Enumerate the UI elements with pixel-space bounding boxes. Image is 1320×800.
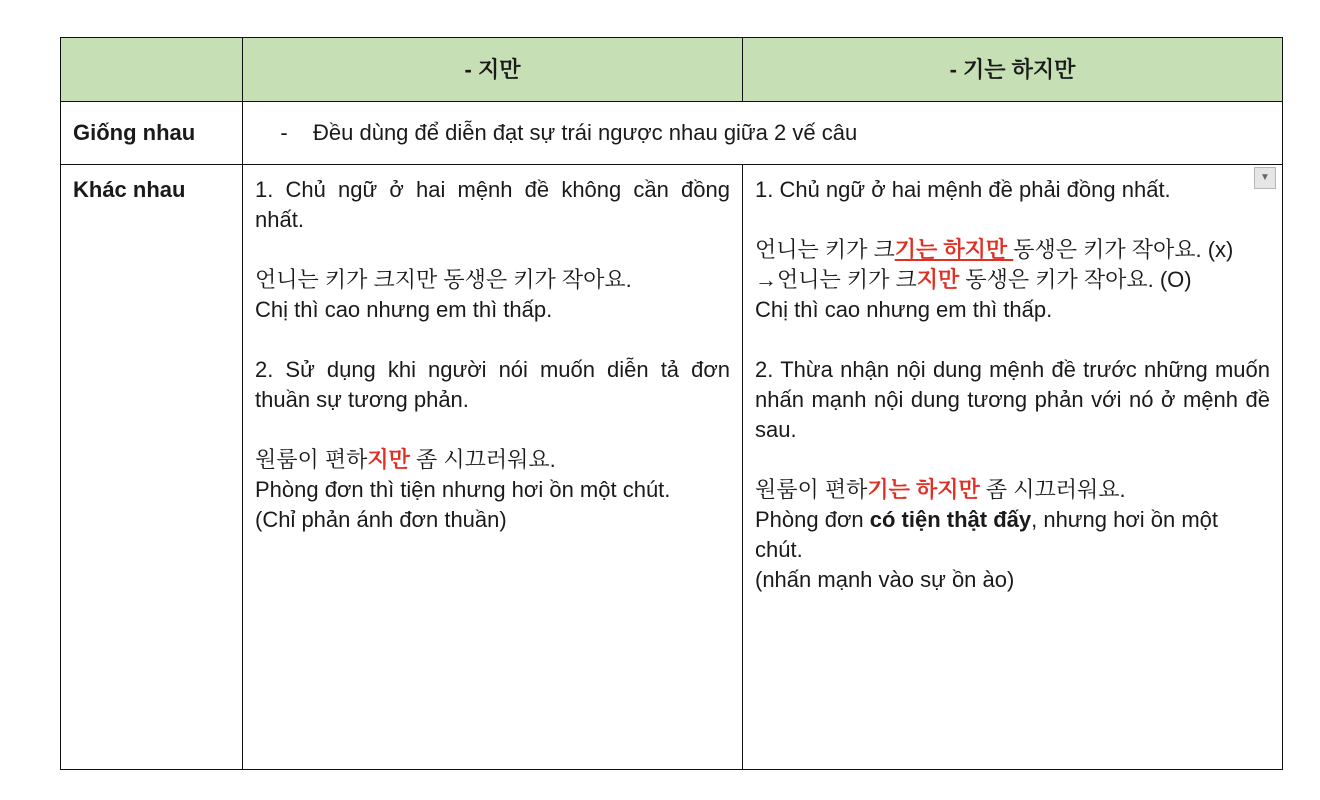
right-correct-example: →언니는 키가 크지만 동생은 키가 작아요. (O) — [755, 267, 1192, 292]
comparison-table — [60, 37, 1283, 770]
highlight-gineun-hajiman: 기는 하지만 — [867, 477, 980, 502]
bullet-dash: - — [280, 120, 288, 145]
left-example-2-ko: 원룸이 편하지만 좀 시끄러워요. — [255, 447, 556, 472]
same-row-cell — [243, 102, 1283, 165]
right-point-1: 1. Chủ ngữ ở hai mệnh đề phải đồng nhất. — [755, 177, 1171, 202]
header-col-jiman: - 지만 — [243, 38, 743, 102]
right-wrong-example: 언니는 키가 크기는 하지만 동생은 키가 작아요. (x) — [755, 237, 1234, 262]
right-example-1-vi: Chị thì cao nhưng em thì thấp. — [755, 297, 1053, 322]
header-corner-cell — [61, 38, 243, 102]
left-example-1-ko: 언니는 키가 크지만 동생은 키가 작아요. — [255, 267, 632, 292]
same-row — [61, 102, 1283, 165]
diff-right-cell — [743, 165, 1283, 770]
highlight-jiman: 지만 — [916, 267, 960, 292]
right-example-2-vi: Phòng đơn có tiện thật đấy, nhưng hơi ồn một chút. — [755, 507, 1219, 562]
left-example-2-vi: Phòng đơn thì tiện nhưng hơi ồn một chút. — [255, 477, 671, 502]
right-example-2-ko: 원룸이 편하기는 하지만 좀 시끄러워요. — [755, 477, 1126, 502]
right-point-2: 2. Thừa nhận nội dung mệnh đề trước những muốn nhấn mạnh nội dung tương phản với nó ở mệnh đề sau. — [755, 357, 1270, 442]
diff-row-label: Khác nhau — [61, 165, 243, 770]
left-point-1: 1. Chủ ngữ ở hai mệnh đề không cần đồng nhất. — [255, 177, 730, 232]
left-example-1-vi: Chị thì cao nhưng em thì thấp. — [255, 297, 553, 322]
header-col-gineun-hajiman: - 기는 하지만 — [743, 38, 1283, 102]
diff-left-cell — [243, 165, 743, 770]
same-row-label: Giống nhau — [61, 102, 243, 165]
header-row — [61, 38, 1283, 102]
chevron-down-icon[interactable]: ▼ — [1254, 167, 1276, 189]
highlight-jiman: 지만 — [367, 447, 410, 472]
left-point-2: 2. Sử dụng khi người nói muốn diễn tả đơn thuần sự tương phản. — [255, 357, 730, 412]
highlight-gineun-hajiman: 기는 하지만 — [894, 237, 1014, 262]
left-note: (Chỉ phản ánh đơn thuần) — [255, 507, 507, 532]
diff-row — [61, 165, 1283, 770]
same-row-text: Đều dùng để diễn đạt sự trái ngược nhau giữa 2 vế câu — [313, 120, 858, 145]
right-note: (nhấn mạnh vào sự ồn ào) — [755, 567, 1015, 592]
